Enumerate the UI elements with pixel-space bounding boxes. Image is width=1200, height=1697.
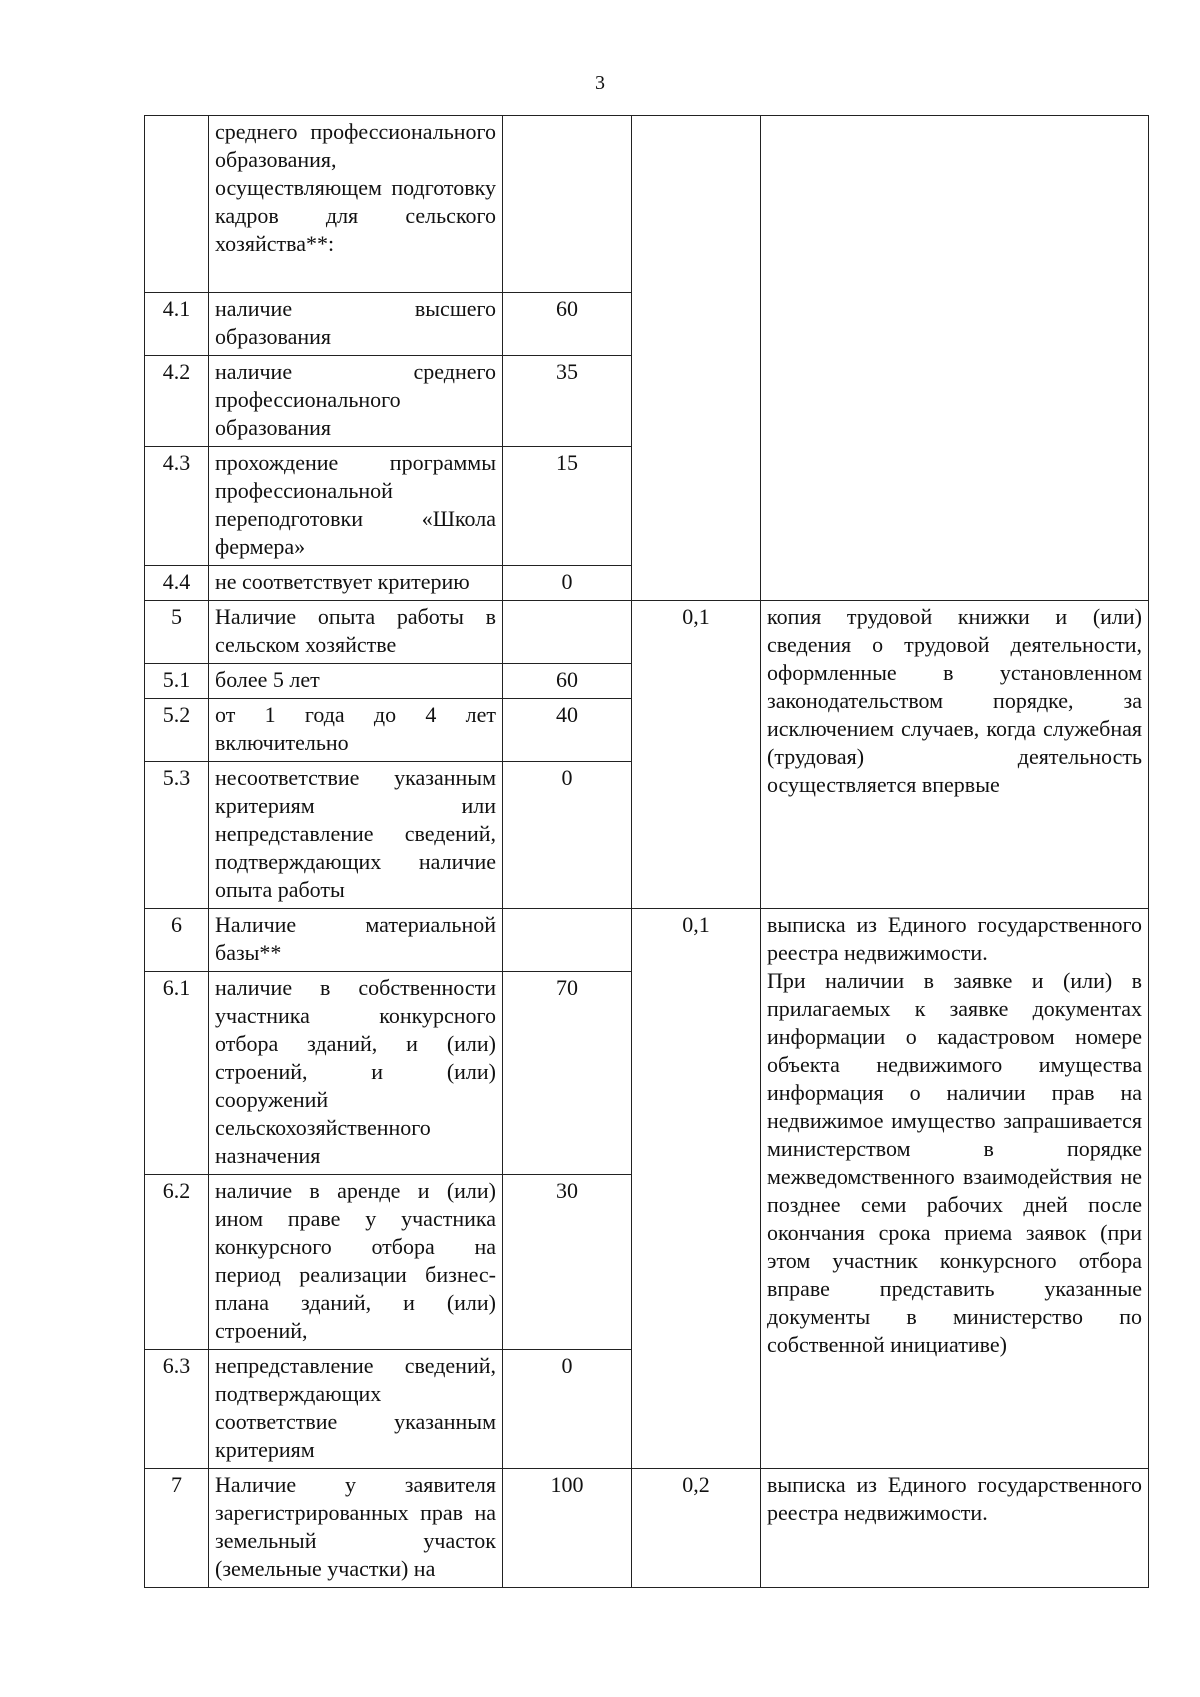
group-6-documents-line1: выписка из Единого государственного реестра недвижимости. bbox=[767, 912, 1142, 965]
criterion-name: более 5 лет bbox=[209, 664, 503, 699]
row-number: 6.1 bbox=[145, 972, 209, 1175]
criterion-name: наличие в аренде и (или) ином праве у участника конкурсного отбора на период реализации бизнес-плана зданий, и (или) строений, bbox=[209, 1175, 503, 1350]
criterion-score: 35 bbox=[503, 356, 632, 447]
group-6-documents-line2: При наличии в заявке и (или) в прилагаемых к заявке документах информации о кадастровом номере объекта недвижимого имущества информация о наличии прав на недвижимое имущество запрашивается министерством в порядке межведомственного взаимодействия не позднее семи рабочих дней после окончания срока приема заявок (при этом участник конкурсного отбора вправе представить указанные документы в министерство по собственной инициативе) bbox=[767, 968, 1142, 1357]
criterion-score: 0 bbox=[503, 566, 632, 601]
criteria-table bbox=[144, 115, 1149, 1588]
criterion-score: 70 bbox=[503, 972, 632, 1175]
table-row bbox=[145, 116, 1149, 293]
table-row bbox=[145, 1469, 1149, 1588]
group-4-documents bbox=[761, 116, 1149, 601]
criterion-name: от 1 года до 4 лет включительно bbox=[209, 699, 503, 762]
criterion-name: не соответствует критерию bbox=[209, 566, 503, 601]
row-number: 5.2 bbox=[145, 699, 209, 762]
criterion-name: несоответствие указанным критериям или непредставление сведений, подтверждающих наличие опыта работы bbox=[209, 762, 503, 909]
row-number: 5.3 bbox=[145, 762, 209, 909]
row-number: 6.3 bbox=[145, 1350, 209, 1469]
criterion-score: 0 bbox=[503, 1350, 632, 1469]
group-6-weight: 0,1 bbox=[632, 909, 761, 1469]
criterion-name: наличие в собственности участника конкурсного отбора зданий, и (или) строений, и (или) сооружений сельскохозяйственного назначения bbox=[209, 972, 503, 1175]
group-5-documents: копия трудовой книжки и (или) сведения о трудовой деятельности, оформленные в установленном законодательством порядке, за исключением случаев, когда служебная (трудовая) деятельность осуществляется впервые bbox=[761, 601, 1149, 909]
row-number: 6.2 bbox=[145, 1175, 209, 1350]
row-number bbox=[145, 116, 209, 293]
criterion-score bbox=[503, 909, 632, 972]
criterion-score: 60 bbox=[503, 293, 632, 356]
criterion-name: наличие среднего профессионального образования bbox=[209, 356, 503, 447]
group-5-weight: 0,1 bbox=[632, 601, 761, 909]
group-7-documents: выписка из Единого государственного реестра недвижимости. bbox=[761, 1469, 1149, 1588]
criterion-score: 60 bbox=[503, 664, 632, 699]
row-number: 6 bbox=[145, 909, 209, 972]
group-4-weight bbox=[632, 116, 761, 601]
row-number: 4.4 bbox=[145, 566, 209, 601]
row-number: 5.1 bbox=[145, 664, 209, 699]
criterion-score: 100 bbox=[503, 1469, 632, 1588]
group-6-documents bbox=[761, 909, 1149, 1469]
row-number: 4.3 bbox=[145, 447, 209, 566]
criterion-name: среднего профессионального образования, осуществляющем подготовку кадров для сельского хозяйства**: bbox=[209, 116, 503, 293]
criterion-score: 40 bbox=[503, 699, 632, 762]
criterion-score: 15 bbox=[503, 447, 632, 566]
criterion-score bbox=[503, 601, 632, 664]
table-row bbox=[145, 909, 1149, 972]
criterion-name: непредставление сведений, подтверждающих соответствие указанным критериям bbox=[209, 1350, 503, 1469]
row-number: 4.2 bbox=[145, 356, 209, 447]
criterion-name: Наличие материальной базы** bbox=[209, 909, 503, 972]
table-row bbox=[145, 601, 1149, 664]
criterion-name: прохождение программы профессиональной переподготовки «Школа фермера» bbox=[209, 447, 503, 566]
criterion-name: Наличие опыта работы в сельском хозяйстве bbox=[209, 601, 503, 664]
criterion-score: 30 bbox=[503, 1175, 632, 1350]
page-number: 3 bbox=[595, 72, 605, 94]
row-number: 5 bbox=[145, 601, 209, 664]
criterion-score bbox=[503, 116, 632, 293]
row-number: 4.1 bbox=[145, 293, 209, 356]
criterion-score: 0 bbox=[503, 762, 632, 909]
criterion-name: наличие высшего образования bbox=[209, 293, 503, 356]
criterion-name: Наличие у заявителя зарегистрированных прав на земельный участок (земельные участки) на bbox=[209, 1469, 503, 1588]
group-7-weight: 0,2 bbox=[632, 1469, 761, 1588]
row-number: 7 bbox=[145, 1469, 209, 1588]
